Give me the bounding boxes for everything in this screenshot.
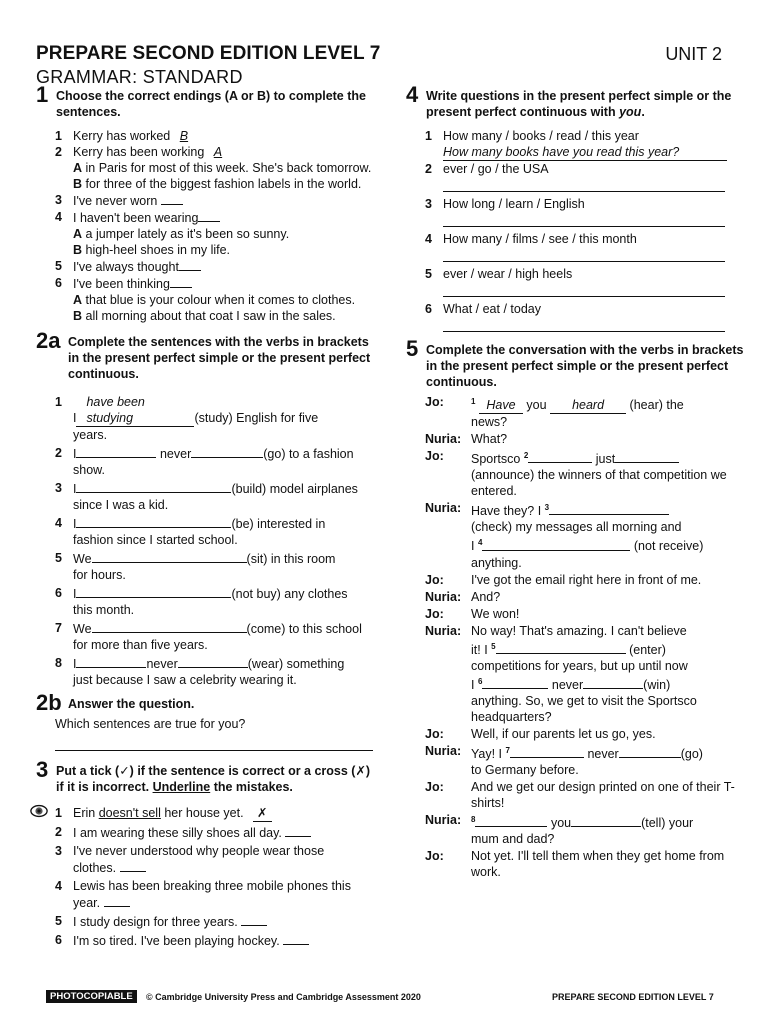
dialog-text: (win) [643,677,671,692]
speaker-label: Jo: [425,572,444,587]
exercise-item [36,550,376,583]
dialog-text: And? [471,589,501,604]
item-text: Lewis has been breaking three mobile phones this [73,879,351,893]
item-text: I [73,517,77,531]
item-number: 3 [55,481,62,495]
answer-blank[interactable] [571,814,641,827]
dialog-line [406,726,746,742]
item-text: never [146,657,178,671]
item-number: 4 [55,516,62,530]
footer-photocopiable [46,991,137,1002]
item-number: 1 [425,129,432,143]
exercise-item [36,843,376,876]
dialog-text: competitions for years, but up until now [471,658,688,673]
answer-line[interactable] [443,247,725,262]
section-instruction: Write questions in the present perfect simple or the present perfect continuous with [426,89,732,119]
dialog-text: Not yet. I'll tell them when they get home from work. [471,849,725,880]
item-text: Kerry has worked [73,129,174,143]
option-letter: B [73,243,83,257]
dialog-text: just [595,452,616,467]
section-instruction-emphasis: you [619,105,642,119]
item-number: 7 [55,621,62,635]
gap-number: 6 [477,676,483,686]
dialog-line [406,606,746,622]
item-text: since I was a kid. [73,498,169,512]
dialog-text: it! I [471,642,492,657]
item-text: (wear) something [247,657,345,671]
section-2a-heading [36,328,376,382]
dialog-text: (go) [680,747,703,762]
item-prompt: What / eat / today [443,302,541,316]
item-number: 6 [55,586,62,600]
item-text: (come) to this school [246,622,362,636]
exercise-item [36,620,376,653]
answer-field[interactable]: A [213,145,223,159]
gap-number: 3 [544,503,550,513]
answer-blank[interactable] [549,502,669,515]
item-text: I [73,447,77,461]
answer-blank[interactable] [583,676,643,689]
option-text: a jumper lately as it's been so sunny. [85,227,290,241]
option-text: that blue is your colour when it comes to clothes. [85,293,356,307]
dialog-text: I've got the email right here in front of me. [471,572,702,587]
exercise-item [36,144,376,160]
item-number: 2 [55,446,62,460]
gap-number: 2 [523,451,529,461]
item-number: 4 [55,210,62,224]
section-number: 3 [36,757,49,782]
item-text: this month. [73,603,135,617]
section-instruction: Put a tick (✓) if the sentence is correct or a cross (✗) if it is incorrect. [56,764,371,794]
item-text: clothes. [73,861,117,875]
answer-field[interactable]: Have [479,397,523,414]
dialog-text: you [550,816,572,831]
item-text: (sit) in this room [246,552,336,566]
option-a [36,292,376,308]
answer-blank[interactable] [241,913,267,926]
gap-number: 7 [505,745,510,755]
dialog-text: to Germany before. [471,763,579,778]
option-b [36,308,376,324]
answer-blank[interactable] [92,620,247,633]
item-prompt: How many / books / read / this year [443,129,639,143]
exercise-item [36,480,376,513]
left-column [36,82,376,949]
answer-blank[interactable] [76,445,156,458]
section-5-heading [406,336,746,390]
answer-blank[interactable] [76,585,231,598]
option-text: all morning about that coat I saw in the sales. [85,309,336,323]
dialog-text: (announce) the winners of that competition we entered. [471,468,727,499]
option-b [36,242,376,258]
dialog-text: Have they? I [471,504,545,519]
dialog-text: anything. So, we get to visit the Sportsco [471,693,697,708]
dialog-text: mum and dad? [471,832,555,847]
dialog-text: never [551,677,584,692]
exercise-item [406,128,746,161]
item-number: 2 [55,145,62,159]
answer-field[interactable]: have been studying [76,394,194,427]
item-text: I've never understood why people wear those [73,844,325,858]
exercise-item [36,394,376,443]
item-text: never [159,447,192,461]
exercise-item [36,932,376,949]
answer-blank[interactable] [482,676,548,689]
item-prompt: How many / films / see / this month [443,232,637,246]
exercise-item [36,192,376,209]
exercise-item [406,266,746,282]
exercise-item [36,878,376,911]
answer-line[interactable] [443,282,725,297]
speaker-label: Jo: [425,449,444,464]
dialog-line [406,572,746,588]
item-text: I [73,587,77,601]
answer-line[interactable] [443,212,725,227]
item-text: We [73,552,92,566]
item-text: Kerry has been working [73,145,208,159]
answer-blank[interactable] [76,515,231,528]
gap-number: 1 [471,397,476,406]
speaker-label: Jo: [425,606,444,621]
answer-blank[interactable] [178,655,248,668]
item-number: 5 [55,914,62,928]
speaker-label: Nuria: [425,432,462,447]
item-text: (study) English for five [194,411,319,425]
photocopiable-badge: PHOTOCOPIABLE [46,990,137,1003]
item-number: 5 [55,551,62,565]
option-text: high-heel shoes in my life. [85,243,231,257]
section-instruction: Choose the correct endings (A or B) to complete the sentences. [56,89,366,119]
option-letter: A [73,161,83,175]
item-text: I am wearing these silly shoes all day. [73,826,282,840]
right-column [406,82,746,881]
option-a [36,160,376,176]
item-number: 4 [425,232,432,246]
answer-field[interactable]: heard [550,397,626,414]
answer-blank[interactable] [283,932,309,945]
option-letter: A [73,293,83,307]
item-text: I've been thinking [73,277,170,291]
speaker-label: Jo: [425,726,444,741]
section-2b-heading [36,690,376,715]
speaker-label: Nuria: [425,813,462,828]
answer-blank[interactable] [285,824,311,837]
answer-field[interactable]: ✗ [253,805,271,822]
dialog-text: anything. [471,555,522,570]
dialog-line [406,448,746,499]
exercise-item [406,231,746,247]
dialog-line [406,779,746,811]
option-letter: B [73,177,83,191]
option-text: for three of the biggest fashion labels in the world. [85,177,362,191]
dialog-text: No way! That's amazing. I can't believe [471,623,687,638]
dialog-text: never [587,747,619,762]
dialog-text: (not receive) [633,539,704,554]
dialog-text: (check) my messages all morning and [471,520,682,535]
answer-blank[interactable] [615,450,679,463]
underlined-mistake: doesn't sell [98,806,161,820]
dialog-text: Sportsco [471,452,524,467]
exercise-item [406,161,746,177]
item-text: (go) to a fashion [263,447,354,461]
exercise-item [36,515,376,548]
gap-number: 4 [477,538,483,548]
answer-blank[interactable] [198,209,220,222]
section-number: 2b [36,690,62,715]
item-prompt: ever / wear / high heels [443,267,573,281]
item-number: 3 [55,844,62,858]
dialog-text: What? [471,432,508,447]
answer-blank[interactable] [619,745,681,758]
section-number: 2a [36,328,61,353]
answer-blank[interactable] [179,258,201,271]
dialog-text: you [526,398,547,413]
question-text: Which sentences are true for you? [55,717,246,731]
answer-blank[interactable] [170,275,192,288]
option-b [36,176,376,192]
dialog-text: We won! [471,606,520,621]
section-instruction: Complete the sentences with the verbs in brackets in the present perfect simple or the present perfect continuous. [68,335,371,381]
answer-blank[interactable] [76,480,231,493]
dialog-text: I [471,677,478,692]
footer-copyright: © Cambridge University Press and Cambridge Assessment 2020 [146,992,421,1002]
dialog-text: news? [471,415,508,430]
option-letter: B [73,309,83,323]
answer-blank[interactable] [161,192,183,205]
section-1-heading [36,82,376,120]
item-prompt: ever / go / the USA [443,162,549,176]
option-text: in Paris for most of this week. She's back tomorrow. [85,161,372,175]
item-text: show. [73,463,105,477]
item-text: I study design for three years. [73,915,238,929]
item-number: 2 [425,162,432,176]
item-number: 1 [55,129,62,143]
item-text: (be) interested in [231,517,326,531]
section-4-heading [406,82,746,120]
answer-blank[interactable] [92,550,247,563]
option-letter: A [73,227,83,241]
exercise-item [36,445,376,478]
item-text: (build) model airplanes [231,482,358,496]
item-text: I [73,411,77,425]
item-prompt: How long / learn / English [443,197,585,211]
answer-blank[interactable] [496,641,626,654]
dialog-line [406,394,746,430]
speaker-label: Nuria: [425,623,462,638]
answer-blank[interactable] [528,450,592,463]
item-number: 6 [55,933,62,947]
dialog-text: (hear) the [629,398,684,413]
dialog-line [406,500,746,570]
item-number: 1 [55,806,62,820]
dialog-text: Well, if our parents let us go, yes. [471,726,656,741]
dialog-line [406,431,746,447]
answer-blank[interactable] [482,538,630,551]
exercise-item [36,805,376,822]
answer-line[interactable] [443,317,725,332]
item-text: I [73,657,77,671]
dialog-line [406,848,746,880]
answer-blank[interactable] [104,894,130,907]
item-text: for hours. [73,568,126,582]
exercise-item [36,258,376,275]
section-instruction: Answer the question. [68,697,195,711]
answer-blank[interactable] [120,859,146,872]
page-subtitle: GRAMMAR: STANDARD [36,67,243,87]
speaker-label: Jo: [425,395,444,409]
item-number: 4 [55,879,62,893]
speaker-label: Nuria: [425,589,462,604]
dialog-line [406,589,746,605]
exercise-item [406,196,746,212]
footer-level: PREPARE SECOND EDITION LEVEL 7 [552,992,714,1002]
item-text: I'm so tired. I've been playing hockey. [73,934,280,948]
item-text: just because I saw a celebrity wearing it. [73,673,297,687]
item-number: 6 [425,302,432,316]
dialog-text: (tell) your [641,816,694,831]
item-number: 8 [55,656,62,670]
item-text: (not buy) any clothes [231,587,348,601]
item-text: Erin [73,806,99,820]
section-instruction-underline: Underline [152,780,211,794]
item-number: 1 [55,395,62,409]
section-number: 4 [406,82,419,107]
option-a [36,226,376,242]
dialog-line [406,812,746,847]
answer-blank[interactable] [510,745,584,758]
item-number: 3 [55,193,62,207]
item-number: 6 [55,276,62,290]
exercise-item [36,824,376,841]
unit-label: UNIT 2 [665,44,722,64]
exercise-item [36,585,376,618]
section-instruction: . [641,105,645,119]
item-text: for more than five years. [73,638,208,652]
section-instruction: Complete the conversation with the verbs in brackets in the present perfect simple or the present perfect continuous. [426,343,744,389]
dialog-line [406,623,746,725]
dialog-text: (enter) [629,642,666,657]
item-text: I've always thought [73,260,179,274]
answer-blank[interactable] [475,814,547,827]
answer-field[interactable]: B [179,129,189,143]
answer-blank[interactable] [76,655,146,668]
item-number: 3 [425,197,432,211]
item-text: years. [73,428,108,442]
gap-number: 8 [471,815,476,825]
dialog-text: And we get our design printed on one of their T-shirts! [471,780,735,811]
section-3-heading [36,757,376,795]
exercise-item [36,128,376,144]
item-text: her house yet. [160,806,244,820]
item-text: I haven't been wearing [73,211,199,225]
page-title: PREPARE SECOND EDITION LEVEL 7 [36,43,381,64]
dialog-text: I [471,539,478,554]
exercise-item [36,913,376,930]
dialog-text: Yay! I [471,747,506,762]
item-text: fashion since I started school. [73,533,238,547]
section-number: 5 [406,336,419,361]
item-number: 5 [55,259,62,273]
exercise-item [36,275,376,292]
speaker-label: Nuria: [425,501,462,516]
exercise-item [36,209,376,226]
section-instruction: the mistakes. [210,780,293,794]
answer-field[interactable]: How many books have you read this year? [443,144,727,161]
item-text: year. [73,896,101,910]
answer-line[interactable] [55,732,373,751]
item-number: 2 [55,825,62,839]
dialog-line [406,743,746,778]
gap-number: 5 [491,641,496,651]
item-text: I [73,482,77,496]
eye-icon [30,804,48,818]
answer-line[interactable] [443,177,725,192]
item-text: We [73,622,92,636]
dialog-text: headquarters? [471,709,552,724]
speaker-label: Jo: [425,849,444,864]
item-number: 5 [425,267,432,281]
exercise-item [36,655,376,688]
speaker-label: Jo: [425,780,444,795]
item-text: I've never worn [73,194,161,208]
answer-blank[interactable] [191,445,263,458]
speaker-label: Nuria: [425,743,462,758]
exercise-item [406,301,746,317]
section-number: 1 [36,82,49,107]
